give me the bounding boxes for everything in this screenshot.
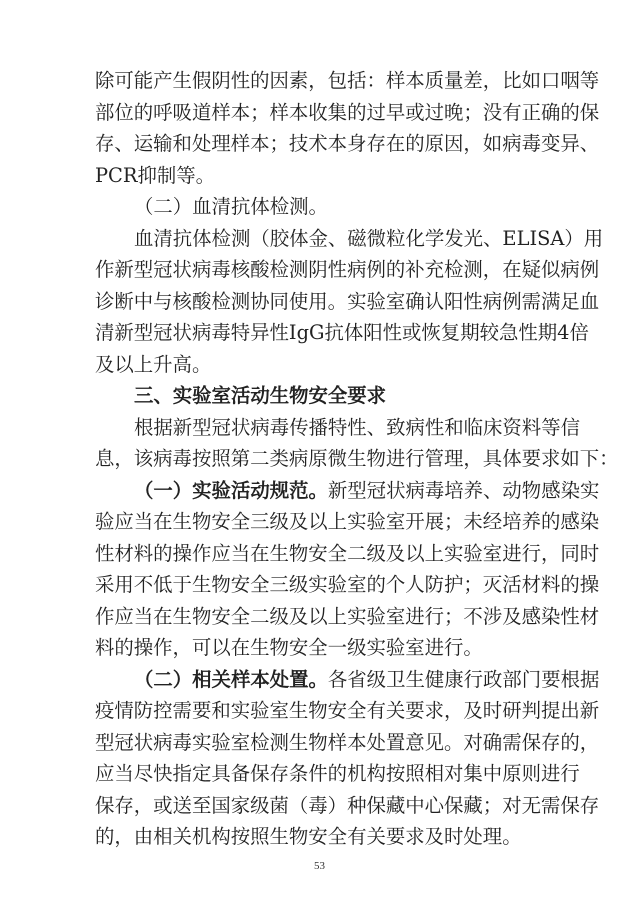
para3-line-1: 根据新型冠状病毒传播特性、致病性和临床资料等信	[134, 415, 580, 439]
para4-line-5: 作应当在生物安全二级及以上实验室进行；不涉及感染性材	[95, 604, 600, 628]
para2-line-3: 诊断中与核酸检测协同使用。实验室确认阳性病例需满足血	[95, 289, 600, 313]
para4-line-4: 采用不低于生物安全三级实验室的个人防护；灭活材料的操	[95, 573, 600, 596]
heading-serology: （二）血清抗体检测。	[134, 195, 328, 218]
para5-line-4: 应当尽快指定具备保存条件的机构按照相对集中原则进行	[95, 762, 580, 785]
para5-line-6: 的，由相关机构按照生物安全有关要求及时处理。	[95, 825, 522, 848]
para4-line-3: 性材料的操作应当在生物安全二级及以上实验室进行，同时	[95, 541, 600, 565]
para3-line-2: 息，该病毒按照第二类病原微生物进行管理，具体要求如下：	[95, 447, 619, 470]
para4-lead: （一）实验活动规范。	[134, 478, 328, 502]
para5-lead: （二）相关样本处置。	[134, 667, 328, 691]
para4-line-6: 料的操作，可以在生物安全一级实验室进行。	[95, 636, 483, 659]
para4-line-1	[134, 476, 600, 506]
para2-line-4: 清新型冠状病毒特异性IgG抗体阳性或恢复期较急性期4倍	[95, 321, 589, 344]
para4-first-rest: 新型冠状病毒培养、动物感染实	[327, 478, 600, 502]
para1-line-2: 部位的呼吸道样本；样本收集的过早或过晚；没有正确的保	[95, 100, 600, 124]
para2-line-2: 作新型冠状病毒核酸检测阴性病例的补充检测，在疑似病例	[95, 258, 600, 281]
page-number: 53	[314, 859, 325, 872]
para5-line-2: 疫情防控需要和实验室生物安全有关要求，及时研判提出新	[95, 699, 600, 722]
para5-line-3: 型冠状病毒实验室检测生物样本处置意见。对确需保存的，	[95, 730, 600, 754]
para1-line-3: 存、运输和处理样本；技术本身存在的原因，如病毒变异、	[95, 132, 600, 155]
para5-first-rest: 各省级卫生健康行政部门要根据	[327, 667, 600, 691]
para5-line-5: 保存，或送至国家级菌（毒）种保藏中心保藏；对无需保存	[95, 793, 600, 817]
para5-line-1	[134, 665, 600, 695]
para2-line-5: 及以上升高。	[95, 352, 212, 376]
para1-line-4: PCR抑制等。	[95, 163, 216, 187]
para1-line-1: 除可能产生假阴性的因素，包括：样本质量差，比如口咽等	[95, 69, 600, 92]
para4-line-2: 验应当在生物安全三级及以上实验室开展；未经培养的感染	[95, 510, 600, 533]
heading-section-3: 三、实验室活动生物安全要求	[134, 384, 387, 407]
para2-line-1: 血清抗体检测（胶体金、磁微粒化学发光、ELISA）用	[134, 226, 604, 250]
